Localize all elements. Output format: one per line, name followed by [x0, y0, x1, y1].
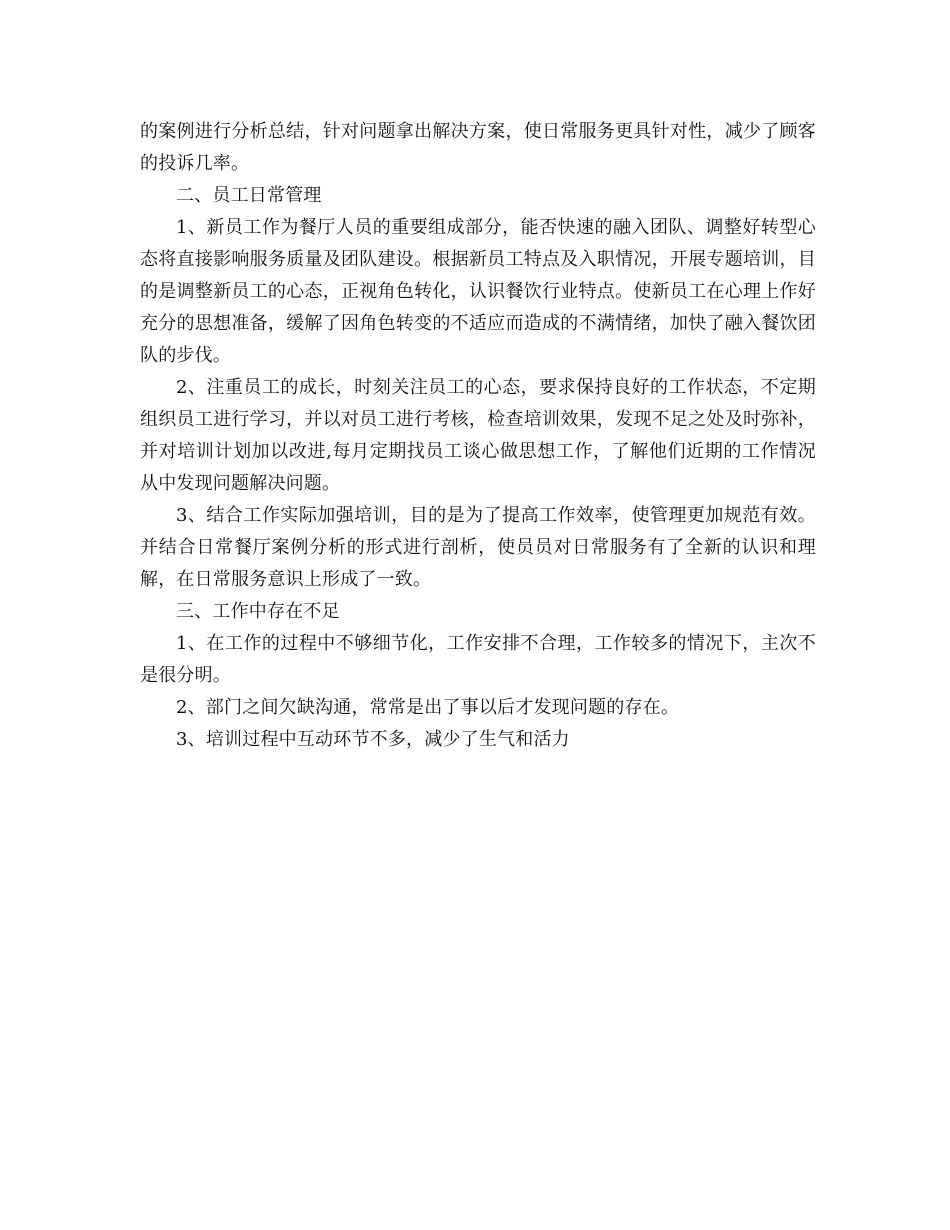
paragraph-staff-growth: 2、注重员工的成长，时刻关注员工的心态，要求保持良好的工作状态，不定期组织员工进行学习，并以对员工进行考核，检查培训效果，发现不足之处及时弥补，并对培训计划加以改进,每月定期找员工谈心做思想工作，了解他们近期的工作情况从中发现问题解决问题。 [140, 377, 816, 494]
paragraph-continuation: 的案例进行分析总结，针对问题拿出解决方案，使日常服务更具针对性，减少了顾客的投诉几率。 [140, 121, 816, 174]
paragraph-shortcoming-3: 3、培训过程中互动环节不多，减少了生气和活力 [176, 729, 570, 750]
paragraph-new-staff: 1、新员工作为餐厅人员的重要组成部分，能否快速的融入团队、调整好转型心态将直接影响服务质量及团队建设。根据新员工特点及入职情况，开展专题培训，目的是调整新员工的心态，正视角色转化，认识餐饮行业特点。使新员工在心理上作好充分的思想准备，缓解了因角色转变的不适应而造成的不满情绪，加快了融入餐饮团队的步伐。 [140, 217, 816, 366]
section-heading-staff-management: 二、员工日常管理 [176, 185, 322, 206]
paragraph-shortcoming-2: 2、部门之间欠缺沟通，常常是出了事以后才发现问题的存在。 [176, 697, 680, 718]
document-body [140, 116, 816, 756]
paragraph-shortcoming-1: 1、在工作的过程中不够细节化，工作安排不合理，工作较多的情况下，主次不是很分明。 [140, 633, 816, 686]
section-heading-shortcomings: 三、工作中存在不足 [176, 601, 340, 622]
paragraph-training: 3、结合工作实际加强培训，目的是为了提高工作效率，使管理更加规范有效。并结合日常餐厅案例分析的形式进行剖析，使员员对日常服务有了全新的认识和理解，在日常服务意识上形成了一致。 [140, 505, 816, 590]
